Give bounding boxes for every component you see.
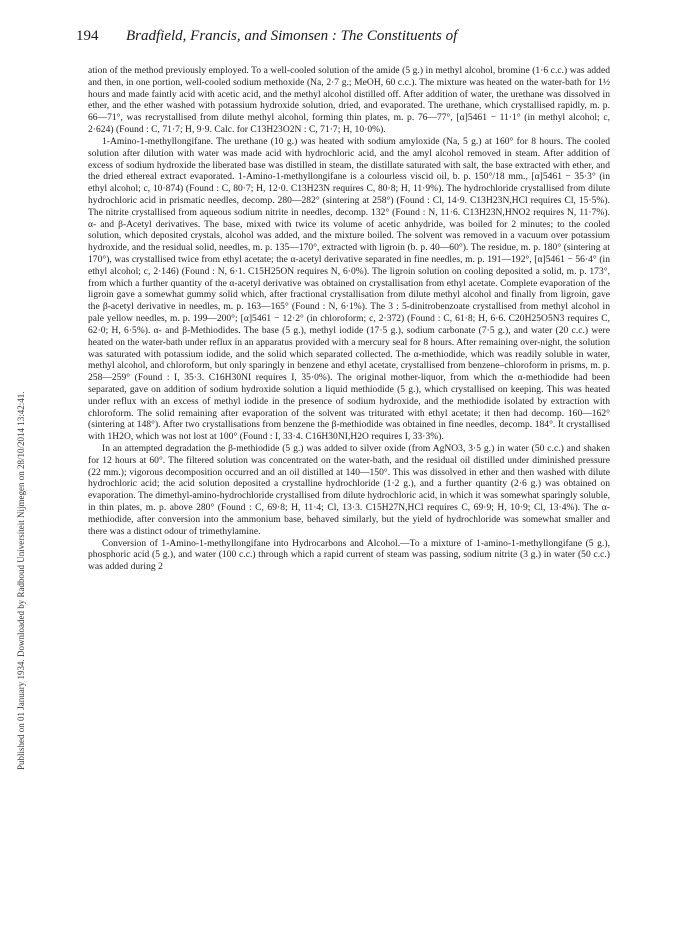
page-header: [76, 28, 616, 48]
running-head: Bradfield, Francis, and Simonsen : The Constituents of: [126, 28, 458, 44]
page-number: 194: [76, 28, 99, 44]
paragraph: Conversion of 1-Amino-1-methyllongifane into Hydrocarbons and Alcohol.—To a mixture of 1-amino-1-methyllongifane (5 g.), phosphoric acid (5 g.), and water (100 c.c.) through which a rapid current of steam was passing, sodium nitrite (3 g.) in water (50 c.c.) was added during 2: [88, 538, 610, 573]
article-body: [88, 66, 610, 574]
download-notice: [16, 170, 28, 770]
paragraph: ation of the method previously employed. To a well-cooled solution of the amide (5 g.) in methyl alcohol, bromine (1·6 c.c.) was added and then, in one portion, well-cooled sodium methoxide (Na, 2·7 g.; MeOH, 60 c.c.). The mixture was heated on the water-bath for 1½ hours and made faintly acid with acetic acid, and the methyl alcohol distilled off. After addition of water, the urethane was dissolved in ether, and the ether washed with potassium hydroxide solution, dried, and evaporated. The urethane, which crystallised rapidly, m. p. 66—71°, was recrystallised from dilute methyl alcohol, forming thin plates, m. p. 76—77°, [α]5461 − 11·1° (in methyl alcohol; c, 2·624) (Found : C, 71·7; H, 9·9. Calc. for C13H23O2N : C, 71·7; H, 10·0%).: [88, 66, 610, 136]
paragraph: 1-Amino-1-methyllongifane. The urethane (10 g.) was heated with sodium amyloxide (Na, 5 g.) at 160° for 8 hours. The cooled solution after dilution with water was made acid with hydrochloric acid, and the amyl alcohol removed in steam. After addition of excess of sodium hydroxide the liberated base was distilled in steam, the distillate saturated with salt, the base extracted with ether, and the dried ethereal extract evaporated. 1-Amino-1-methyllongifane is a colourless viscid oil, b. p. 150°/18 mm., [α]5461 − 35·3° (in ethyl alcohol; c, 10·874) (Found : C, 80·7; H, 12·0. C13H23N requires C, 80·8; H, 11·9%). The hydrochloride crystallised from dilute hydrochloric acid in prismatic needles, decomp. 280—282° (sintering at 258°) (Found : Cl, 14·9. C13H23N,HCl requires Cl, 15·5%). The nitrite crystallised from aqueous sodium nitrite in needles, decomp. 132° (Found : N, 11·6. C13H23N,HNO2 requires N, 11·7%). α- and β-Acetyl derivatives. The base, mixed with twice its volume of acetic anhydride, was boiled for 2 minutes; to the cooled solution, which deposited crystals, alcohol was added, and the mixture boiled. The solvent was removed in a vacuum over potassium hydroxide, and the residual solid, needles, m. p. 135—170°, extracted with ligroin (b. p. 40—60°). The residue, m. p. 180° (sintering at 170°), was crystallised twice from ethyl acetate; the α-acetyl derivative separated in fine needles, m. p. 191—192°, [α]5461 − 56·4° (in ethyl alcohol; c, 2·146) (Found : N, 6·1. C15H25ON requires N, 6·0%). The ligroin solution on cooling deposited a solid, m. p. 173°, from which a further quantity of the α-acetyl derivative was obtained on crystallisation from ethyl acetate. Complete evaporation of the ligroin gave a somewhat gummy solid which, after fractional crystallisation from dilute methyl alcohol and finally from ligroin, gave the β-acetyl derivative in needles, m. p. 163—165° (Found : N, 6·1%). The 3 : 5-dinitrobenzoate crystallised from methyl alcohol in pale yellow needles, m. p. 199—200°; [α]5461 − 12·2° (in chloroform; c, 2·372) (Found : C, 61·8; H, 6·6. C20H25O5N3 requires C, 62·0; H, 6·5%). α- and β-Methiodides. The base (5 g.), methyl iodide (17·5 g.), sodium carbonate (7·5 g.), and water (20 c.c.) were heated on the water-bath under reflux in an apparatus provided with a mercury seal for 8 hours. After remaining over-night, the solution was saturated with potassium iodide, and the solid which separated collected. The α-methiodide, which was readily soluble in water, methyl alcohol, and chloroform, but only sparingly in benzene and ethyl acetate, crystallised from benzene–chloroform in prisms, m. p. 258—259° (Found : I, 35·3. C16H30NI requires I, 35·0%). The original mother-liquor, from which the α-methiodide had been separated, gave on addition of sodium hydroxide solution a liquid methiodide (5 g.), which crystallised on keeping. This was heated under reflux with an excess of methyl iodide in the presence of sodium hydroxide, and the methiodide isolated by extraction with chloroform. The solid remaining after evaporation of the solvent was triturated with ethyl acetate; it then had decomp. 160—162° (sintering at 148°). After two crystallisations from benzene the β-methiodide was obtained in fine needles, decomp. 184°. It crystallised with 1H2O, which was not lost at 100° (Found : I, 33·4. C16H30NI,H2O requires I, 33·3%).: [88, 136, 610, 443]
paragraph: In an attempted degradation the β-methiodide (5 g.) was added to silver oxide (from AgNO3, 3·5 g.) in water (50 c.c.) and shaken for 12 hours at 60°. The filtered solution was concentrated on the water-bath, and the residual oil distilled under diminished pressure (22 mm.); vigorous decomposition occurred and an oil distilled at 140—150°. This was dissolved in ether and then washed with dilute hydrochloric acid; the acid solution deposited a crystalline hydrochloride (1·2 g.), and a further quantity (2·6 g.) was obtained on evaporation. The dimethyl-amino-hydrochloride crystallised from dilute hydrochloric acid, in which it was somewhat sparingly soluble, in thin plates, m. p. above 280° (Found : C, 69·8; H, 11·4; Cl, 13·3. C15H27N,HCl requires C, 69·9; H, 10·9; Cl, 13·4%). The α-methiodide, after conversion into the ammonium base, behaved similarly, but the yield of hydrochloride was somewhat smaller and there was a distinct odour of trimethylamine.: [88, 444, 610, 537]
download-notice-text: Published on 01 January 1934. Downloaded by Radboud Universiteit Nijmegen on 28/10/2014 13:42:41.: [16, 391, 26, 770]
